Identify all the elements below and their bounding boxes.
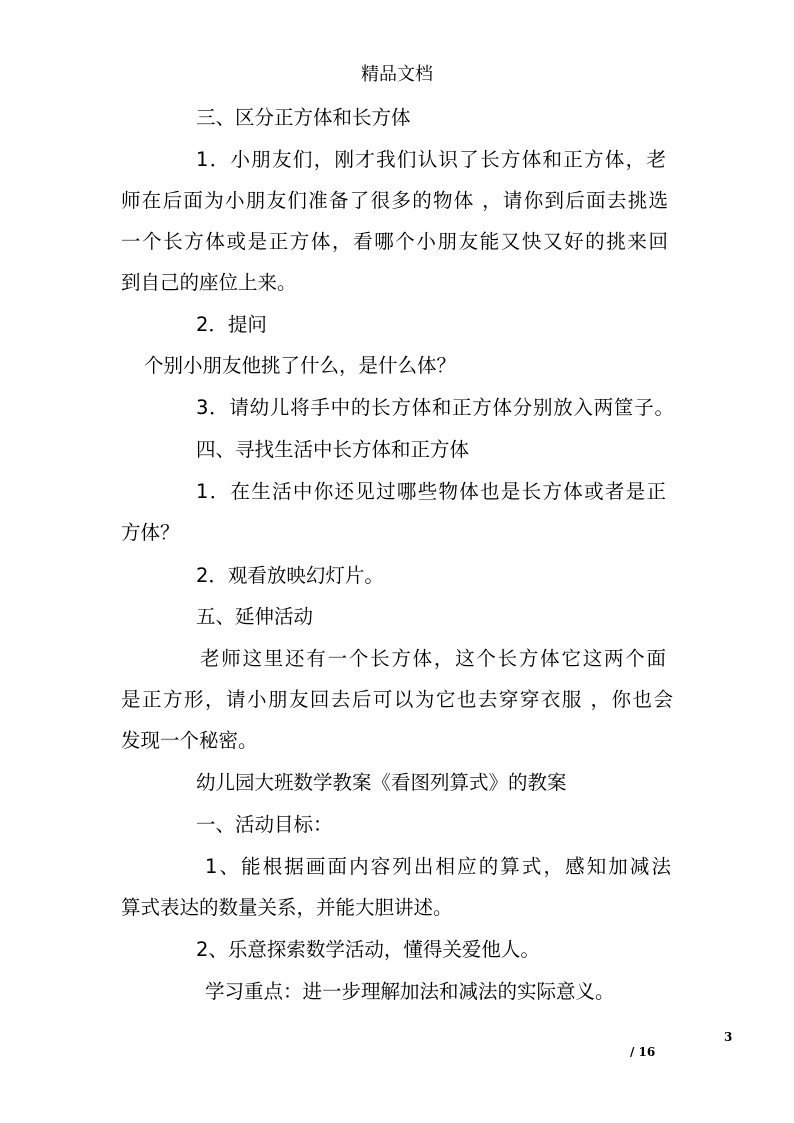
paragraph-line: 是正方形，请小朋友回去后可以为它也去穿穿衣服 ，你也会 [121, 688, 673, 711]
page-header: 精品文档 [361, 64, 433, 85]
paragraph-line: 发现一个秘密。 [121, 729, 258, 752]
paragraph-line: 到自己的座位上来。 [121, 271, 297, 294]
section-heading: 四、寻找生活中长方体和正方体 [196, 438, 470, 461]
page-number: 3 [724, 1030, 733, 1044]
paragraph-line: 1．小朋友们，刚才我们认识了长方体和正方体，老 [196, 148, 666, 171]
paragraph-line: 师在后面为小朋友们准备了很多的物体 ，请你到后面去挑选 [121, 189, 668, 212]
section-heading: 三、区分正方体和长方体 [196, 106, 411, 129]
page-total: / 16 [630, 1045, 656, 1059]
paragraph-line: 算式表达的数量关系，并能大胆讲述。 [121, 896, 453, 919]
paragraph-line: 2．提问 [196, 313, 267, 336]
paragraph-line: 个别小朋友他挑了什么，是什么体？ [144, 354, 457, 377]
paragraph-line: 一个长方体或是正方体，看哪个小朋友能又快又好的挑来回 [121, 230, 668, 253]
paragraph-line: 2．观看放映幻灯片。 [196, 564, 384, 587]
paragraph-line: 2、乐意探索数学活动，懂得关爱他人。 [196, 938, 540, 961]
paragraph-line: 方体？ [121, 521, 180, 544]
section-heading: 一、活动目标： [196, 813, 333, 836]
lesson-title: 幼儿园大班数学教案《看图列算式》的教案 [196, 771, 567, 794]
paragraph-line: 3．请幼儿将手中的长方体和正方体分别放入两筐子。 [196, 396, 674, 419]
paragraph-line: 1．在生活中你还见过哪些物体也是长方体或者是正 [196, 480, 666, 503]
section-heading: 五、延伸活动 [196, 605, 314, 628]
paragraph-line: 1、能根据画面内容列出相应的算式，感知加减法 [205, 855, 671, 878]
paragraph-line: 老师这里还有一个长方体，这个长方体它这两个面 [200, 647, 666, 670]
paragraph-line: 学习重点：进一步理解加法和减法的实际意义。 [205, 980, 615, 1003]
